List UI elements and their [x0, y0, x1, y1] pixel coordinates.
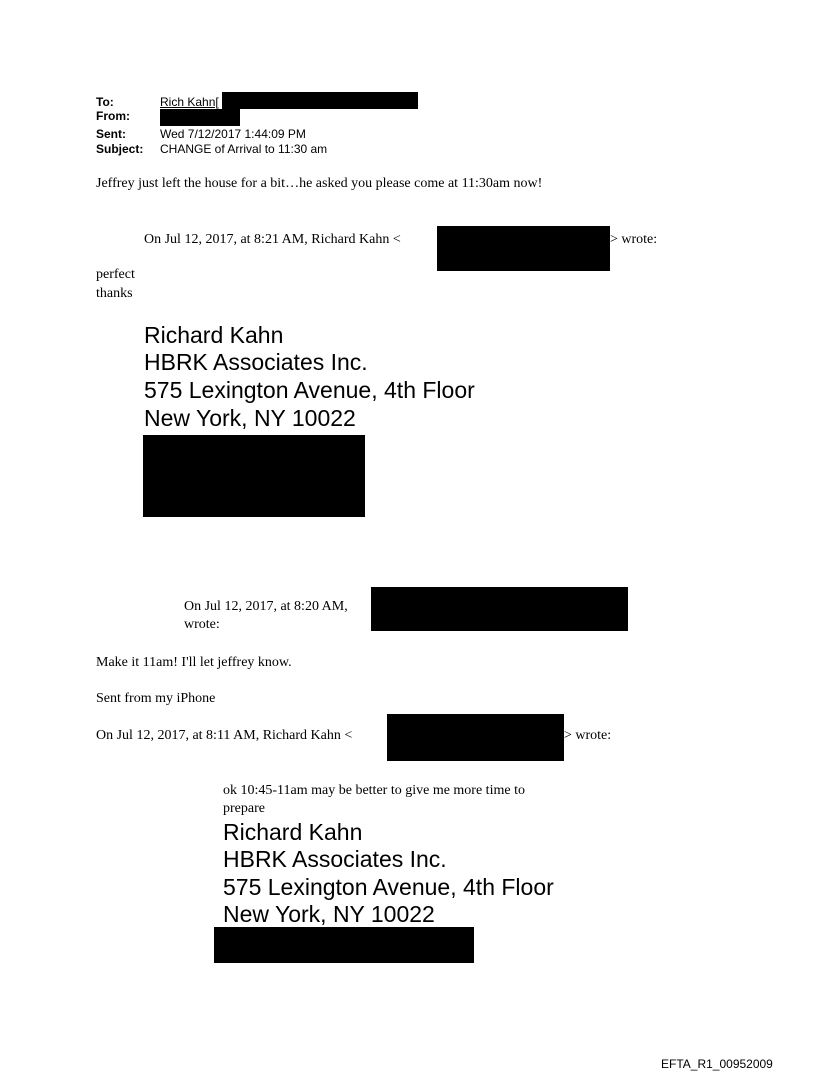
sig2-address: 575 Lexington Avenue, 4th Floor — [223, 874, 554, 900]
redaction-quote3-email — [387, 714, 564, 761]
reply1-line1: perfect — [96, 267, 135, 282]
sig2-city: New York, NY 10022 — [223, 901, 435, 927]
quote1-attribution: On Jul 12, 2017, at 8:21 AM, Richard Kahn < — [144, 232, 401, 247]
subject-label: Subject: — [96, 142, 144, 156]
sig2-name: Richard Kahn — [223, 819, 363, 845]
quote3-wrote: > wrote: — [564, 728, 612, 743]
sig1-city: New York, NY 10022 — [144, 405, 356, 431]
intro-text: Jeffrey just left the house for a bit…he asked you please come at 11:30am now! — [96, 176, 543, 191]
reply1-line2: thanks — [96, 286, 133, 301]
reply3-line1: ok 10:45-11am may be better to give me more time to — [223, 783, 525, 798]
quote1-wrote: > wrote: — [610, 232, 658, 247]
from-label: From: — [96, 109, 130, 123]
redaction-to-address — [222, 92, 418, 109]
sig1-company: HBRK Associates Inc. — [144, 349, 368, 375]
sig2-company: HBRK Associates Inc. — [223, 846, 447, 872]
quote3-attribution: On Jul 12, 2017, at 8:11 AM, Richard Kahn < — [96, 728, 353, 743]
quote2-wrote: wrote: — [184, 617, 220, 632]
redaction-sig1-contact — [143, 435, 365, 517]
sent-label: Sent: — [96, 127, 126, 141]
reply3-line2: prepare — [223, 801, 265, 816]
sent-value: Wed 7/12/2017 1:44:09 PM — [160, 127, 306, 141]
reply2-text: Make it 11am! I'll let jeffrey know. — [96, 655, 292, 670]
to-label: To: — [96, 95, 114, 109]
sig1-address: 575 Lexington Avenue, 4th Floor — [144, 377, 475, 403]
redaction-sig2-contact — [214, 927, 474, 963]
sig1-name: Richard Kahn — [144, 322, 284, 348]
redaction-quote1-email — [437, 226, 610, 271]
quote2-attribution: On Jul 12, 2017, at 8:20 AM, — [184, 599, 348, 614]
document-id: EFTA_R1_00952009 — [661, 1057, 773, 1071]
subject-value: CHANGE of Arrival to 11:30 am — [160, 142, 328, 156]
redaction-from — [160, 109, 240, 126]
sent-from-iphone: Sent from my iPhone — [96, 691, 216, 706]
to-value: Rich Kahn[ — [160, 95, 219, 109]
redaction-quote2-sender — [371, 587, 628, 631]
